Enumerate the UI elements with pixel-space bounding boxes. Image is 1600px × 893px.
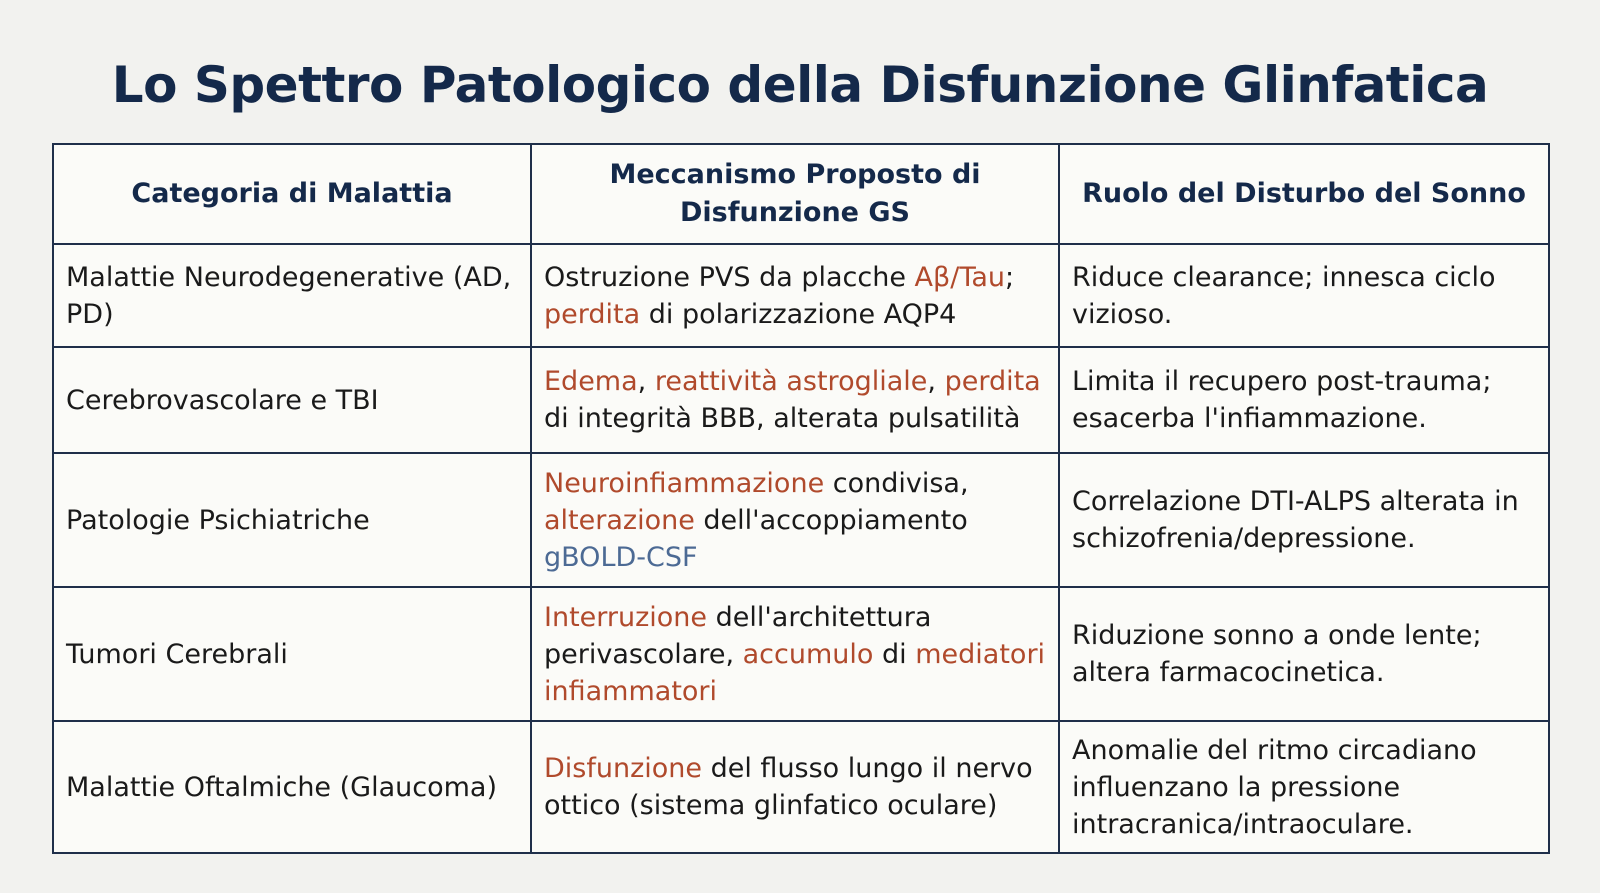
header-category: Categoria di Malattia (53, 144, 531, 244)
highlighted-term: Interruzione (544, 601, 708, 633)
table-row (53, 453, 1549, 587)
highlighted-term: gBOLD-CSF (544, 541, 698, 573)
highlighted-term: perdita (944, 366, 1041, 397)
mechanism-text: di (873, 638, 916, 670)
pathology-table (52, 143, 1550, 854)
table-row (53, 587, 1549, 721)
table-row (53, 244, 1549, 347)
sleep-role-cell: Limita il recupero post-trauma; esacerba l'infiammazione. (1059, 347, 1549, 453)
mechanism-text: dell'accoppiamento (694, 504, 968, 536)
table-header-row (53, 144, 1549, 244)
highlighted-term: alterazione (544, 504, 695, 536)
sleep-role-cell: Correlazione DTI-ALPS alterata in schizofrenia/depressione. (1059, 453, 1549, 587)
category-cell: Cerebrovascolare e TBI (53, 347, 531, 453)
mechanism-cell (531, 347, 1059, 453)
highlighted-term: Disfunzione (544, 753, 703, 784)
highlighted-term: Aβ/Tau (914, 261, 1006, 293)
mechanism-cell (531, 244, 1059, 347)
highlighted-term: reattività astrogliale (654, 366, 928, 397)
highlighted-term: perdita (544, 298, 641, 330)
sleep-role-cell: Riduzione sonno a onde lente; altera farmacocinetica. (1059, 587, 1549, 721)
mechanism-text: di integrità BBB, alterata pulsatilità (544, 403, 1021, 434)
category-cell: Tumori Cerebrali (53, 587, 531, 721)
header-sleep-role: Ruolo del Disturbo del Sonno (1059, 144, 1549, 244)
highlighted-term: mediatori infiammatori (544, 638, 1046, 707)
mechanism-text: ; (1005, 261, 1015, 293)
mechanism-text: , (637, 366, 655, 397)
mechanism-text: del flusso lungo il nervo ottico (sistema glinfatico oculare) (544, 753, 1033, 821)
highlighted-term: Edema (544, 366, 638, 397)
mechanism-text: dell'architettura perivascolare, (544, 601, 932, 670)
mechanism-text: Ostruzione PVS da placche (544, 261, 915, 293)
mechanism-cell (531, 587, 1059, 721)
page-title: Lo Spettro Patologico della Disfunzione Glinfatica (111, 56, 1489, 114)
highlighted-term: Neuroinfiammazione (544, 467, 825, 499)
table-row (53, 347, 1549, 453)
mechanism-text: condivisa, (824, 467, 969, 499)
category-cell: Malattie Oftalmiche (Glaucoma) (53, 721, 531, 853)
highlighted-term: accumulo (742, 638, 874, 670)
sleep-role-cell: Riduce clearance; innesca ciclo vizioso. (1059, 244, 1549, 347)
mechanism-cell (531, 453, 1059, 587)
category-cell: Malattie Neurodegenerative (AD, PD) (53, 244, 531, 347)
table-row (53, 721, 1549, 853)
mechanism-cell (531, 721, 1059, 853)
mechanism-text: di polarizzazione AQP4 (640, 298, 957, 330)
header-mechanism: Meccanismo Proposto di Disfunzione GS (531, 144, 1059, 244)
category-cell: Patologie Psichiatriche (53, 453, 531, 587)
mechanism-text: , (927, 366, 945, 397)
sleep-role-cell: Anomalie del ritmo circadiano influenzano la pressione intracranica/intraoculare. (1059, 721, 1549, 853)
